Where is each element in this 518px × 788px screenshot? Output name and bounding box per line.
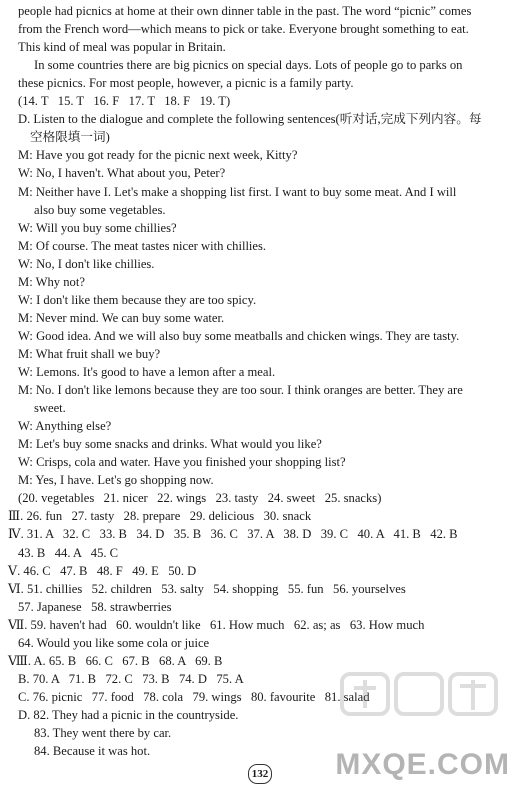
text-line-content: M: Yes, I have. Let's go shopping now. bbox=[18, 473, 214, 488]
text-line-content: Ⅲ. 26. fun 27. tasty 28. prepare 29. delicious 30. snack bbox=[8, 509, 312, 524]
text-line-content: This kind of meal was popular in Britain. bbox=[18, 40, 226, 55]
text-line-content: D. Listen to the dialogue and complete the following sentences(听对话,完成下列内容。每 bbox=[18, 112, 482, 127]
text-line-content: 83. They went there by car. bbox=[34, 726, 172, 740]
text-line-content: W: I don't like them because they are too spicy. bbox=[18, 292, 257, 307]
text-line bbox=[18, 291, 518, 309]
text-line bbox=[18, 345, 518, 363]
text-line-content: W: No, I don't like chillies. bbox=[18, 256, 155, 271]
text-line-content: 空格限填一词) bbox=[30, 130, 110, 145]
text-line bbox=[18, 164, 518, 182]
text-line bbox=[18, 471, 518, 489]
text-line-content: (14. T 15. T 16. F 17. T 18. F 19. T) bbox=[18, 94, 231, 109]
text-line-content: 57. Japanese 58. strawberries bbox=[18, 599, 172, 614]
text-line bbox=[34, 56, 518, 74]
text-line-content: 84. Because it was hot. bbox=[34, 744, 151, 759]
text-line-content: 64. Would you like some cola or juice bbox=[18, 635, 210, 650]
text-line bbox=[18, 110, 518, 128]
page-number: 132 bbox=[248, 764, 272, 784]
text-line-content: these picnics. For most people, however, a picnic is a family party. bbox=[18, 76, 354, 91]
text-line bbox=[18, 146, 518, 164]
text-line-content: M: Of course. The meat tastes nicer with chillies. bbox=[18, 238, 267, 253]
text-line bbox=[30, 128, 518, 146]
text-line-content: Ⅵ. 51. chillies 52. children 53. salty 54. shopping 55. fun 56. yourselves bbox=[8, 581, 406, 596]
text-line bbox=[18, 237, 518, 255]
text-line-content: W: Will you buy some chillies? bbox=[18, 220, 177, 235]
text-line bbox=[18, 381, 518, 399]
text-line bbox=[18, 273, 518, 291]
text-line-content: M: Have you got ready for the picnic next week, Kitty? bbox=[18, 148, 298, 163]
text-line-content: (20. vegetables 21. nicer 22. wings 23. tasty 24. sweet 25. snacks) bbox=[18, 491, 382, 506]
text-line bbox=[8, 616, 518, 634]
text-line-content: B. 70. A 71. B 72. C 73. B 74. D 75. A bbox=[18, 671, 244, 686]
text-line-content: W: Anything else? bbox=[18, 419, 112, 434]
text-line-content: sweet. bbox=[34, 401, 66, 416]
text-line bbox=[18, 544, 518, 562]
text-line bbox=[18, 634, 518, 652]
text-line-content: Ⅷ. A. 65. B 66. C 67. B 68. A 69. B bbox=[8, 653, 223, 668]
text-line bbox=[18, 74, 518, 92]
watermark-logo bbox=[336, 668, 506, 758]
text-line-content: Ⅳ. 31. A 32. C 33. B 34. D 35. B 36. C 37. A 38. D 39. C 40. A 41. B 42. B bbox=[8, 527, 458, 542]
text-line-content: D. 82. They had a picnic in the countryside. bbox=[18, 707, 239, 722]
text-line-content: M: What fruit shall we buy? bbox=[18, 346, 161, 361]
text-line bbox=[8, 562, 518, 580]
text-line-content: 43. B 44. A 45. C bbox=[18, 545, 119, 560]
text-line bbox=[18, 255, 518, 273]
text-line bbox=[18, 38, 518, 56]
text-line bbox=[18, 327, 518, 345]
text-line-content: also buy some vegetables. bbox=[34, 202, 166, 217]
text-line-content: M: Let's buy some snacks and drinks. What would you like? bbox=[18, 437, 322, 452]
text-line bbox=[18, 363, 518, 381]
text-line-content: In some countries there are big picnics on special days. Lots of people go to parks on bbox=[34, 58, 463, 73]
text-line-content: M: Neither have I. Let's make a shopping list first. I want to buy some meat. And I will bbox=[18, 184, 457, 199]
text-line-content: W: Crisps, cola and water. Have you finished your shopping list? bbox=[18, 455, 346, 470]
text-line-content: C. 76. picnic 77. food 78. cola 79. wings 80. favourite 81. salad bbox=[18, 689, 370, 704]
text-line bbox=[34, 201, 518, 219]
text-line-content: Ⅶ. 59. haven't had 60. wouldn't like 61. How much 62. as; as 63. How much bbox=[8, 617, 425, 632]
text-line-content: W: No, I haven't. What about you, Peter? bbox=[18, 166, 226, 181]
text-line bbox=[18, 417, 518, 435]
text-line bbox=[18, 2, 518, 20]
text-line bbox=[18, 435, 518, 453]
text-line bbox=[34, 399, 518, 417]
text-line-content: Ⅴ. 46. C 47. B 48. F 49. E 50. D bbox=[8, 563, 197, 578]
text-line-content: W: Good idea. And we will also buy some meatballs and chicken wings. They are tasty. bbox=[18, 328, 460, 343]
text-line bbox=[8, 507, 518, 525]
text-line-content: M: Never mind. We can buy some water. bbox=[18, 310, 225, 325]
text-line bbox=[18, 489, 518, 507]
text-line-content: M: No. I don't like lemons because they are too sour. I think oranges are better. They are bbox=[18, 383, 463, 398]
watermark-text: MXQE.COM bbox=[335, 748, 510, 781]
text-line-content: from the French word—which means to pick or take. Everyone brought something to eat. bbox=[18, 22, 469, 37]
text-line bbox=[18, 92, 518, 110]
text-line bbox=[8, 580, 518, 598]
text-line bbox=[18, 309, 518, 327]
text-line-content: people had picnics at home at their own dinner table in the past. The word “picnic” comes bbox=[18, 4, 472, 18]
text-line-content: W: Lemons. It's good to have a lemon after a meal. bbox=[18, 365, 276, 379]
text-line bbox=[18, 219, 518, 237]
text-line bbox=[18, 453, 518, 471]
text-line bbox=[18, 183, 518, 201]
text-line-content: M: Why not? bbox=[18, 274, 85, 289]
text-line bbox=[8, 525, 518, 543]
text-line bbox=[18, 20, 518, 38]
text-line bbox=[18, 598, 518, 616]
